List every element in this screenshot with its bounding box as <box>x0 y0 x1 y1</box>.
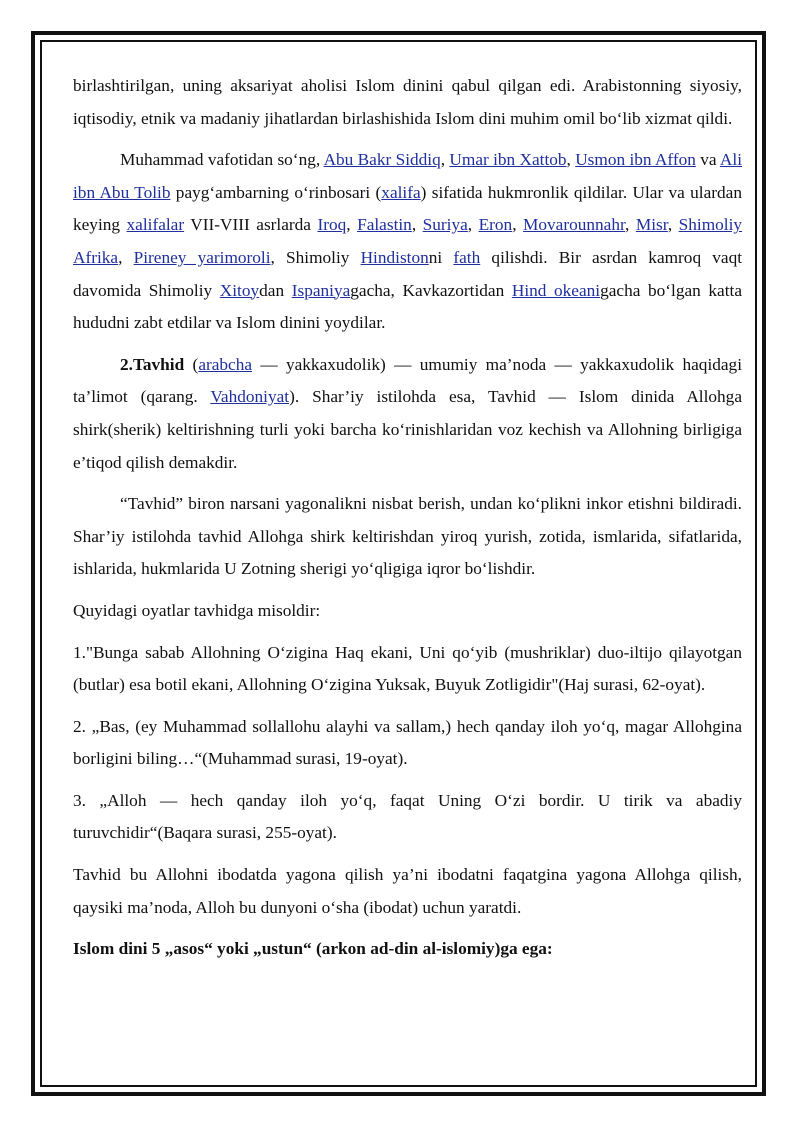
text-run: “Tavhid” biron narsani yagonalikni nisbat berish, undan ko‘plikni inkor etishni bildiradi. Shar’iy istilohda tavhid Allohga shirk keltirishdan yiroq yurish, zotida, ismlarida, sifatlarida, ishlarida, hukmlarida U Zotning sherigi yo‘qligiga iqror bo‘lishdir. <box>73 494 742 579</box>
text-run: ( <box>184 354 199 374</box>
text-run: Quyidagi oyatlar tavhidga misoldir: <box>73 600 321 620</box>
hyperlink[interactable]: Hindiston <box>360 247 429 267</box>
paragraph <box>73 933 742 966</box>
text-run: , <box>118 247 134 267</box>
hyperlink[interactable]: Xitoy <box>219 280 260 300</box>
bold-text: 2.Tavhid <box>120 354 185 374</box>
hyperlink[interactable]: Iroq <box>317 215 347 235</box>
paragraph <box>73 349 742 479</box>
text-run: Muhammad vafotidan so‘ng, <box>120 150 324 170</box>
hyperlink[interactable]: Usmon ibn Affon <box>575 150 696 170</box>
hyperlink[interactable]: Misr <box>635 215 668 235</box>
text-run: , Shimoliy <box>270 247 361 267</box>
text-run: gacha bo‘lgan katta hududni zabt etdilar va Islom dinini yoydilar. <box>73 280 742 333</box>
paragraph <box>73 488 742 586</box>
hyperlink[interactable]: arabcha <box>198 354 253 374</box>
hyperlink[interactable]: Hind okeani <box>511 280 601 300</box>
hyperlink[interactable]: Pireney yarimoroli <box>133 247 271 267</box>
text-run: , <box>512 215 524 235</box>
text-run: , <box>440 150 450 170</box>
paragraph <box>73 70 742 135</box>
text-run: , <box>667 215 679 235</box>
text-run: VII-VIII asrlarda <box>184 215 318 235</box>
hyperlink[interactable]: fath <box>453 247 481 267</box>
paragraph <box>73 144 742 340</box>
text-run: birlashtirilgan, uning aksariyat aholisi Islom dinini qabul qilgan edi. Arabistonning siyosiy, iqtisodiy, etnik va madaniy jihatlardan birlashishida Islom dini muhim omil bo‘lib xizmat qildi. <box>73 76 742 128</box>
paragraph <box>73 785 742 850</box>
paragraph <box>73 637 742 702</box>
paragraph <box>73 711 742 776</box>
text-run: , <box>625 215 636 235</box>
text-run: — yakkaxudolik) — umumiy ma’noda — yakkaxudolik haqidagi ta’limot (qarang. <box>73 354 742 407</box>
hyperlink[interactable]: Ispaniya <box>291 280 351 300</box>
text-run: , <box>467 215 479 235</box>
hyperlink[interactable]: Abu Bakr Siddiq <box>323 150 441 170</box>
text-run: dan <box>259 280 292 300</box>
hyperlink[interactable]: Suriya <box>422 215 468 235</box>
hyperlink[interactable]: Eron <box>478 215 513 235</box>
text-run: 3. „Alloh — hech qanday iloh yo‘q, faqat Uning O‘zi bordir. U tirik va abadiy turuvchidir“(Baqara surasi, 255-oyat). <box>73 790 742 843</box>
text-run: va <box>695 150 720 170</box>
text-run: ni <box>428 247 454 267</box>
text-run: ) sifatida hukmronlik qildilar. Ular va ulardan keying <box>73 182 742 235</box>
text-run: 2. „Bas, (ey Muhammad sollallohu alayhi va sallam,) hech qanday iloh yo‘q, magar Allohgina borligini biling…“(Muhammad surasi, 19-oyat). <box>73 716 742 769</box>
hyperlink[interactable]: Ali ibn Abu Tolib <box>73 150 742 202</box>
hyperlink[interactable]: Movarounnahr <box>523 215 626 235</box>
hyperlink[interactable]: Shimoliy Afrika <box>73 215 743 267</box>
text-run: ). Shar’iy istilohda esa, Tavhid — Islom dinida Allohga shirk(sherik) keltirishning turli yoki barcha ko‘rinishlaridan voz kechish va Allohning birligiga e’tiqod qilish demakdir. <box>73 387 742 472</box>
paragraph <box>73 595 742 628</box>
document-body <box>73 70 742 975</box>
hyperlink[interactable]: xalifalar <box>126 215 185 235</box>
text-run: qilishdi. Bir asrdan kamroq vaqt davomida Shimoliy <box>73 247 743 300</box>
hyperlink[interactable]: Umar ibn Xattob <box>449 150 567 170</box>
bold-text: Islom dini 5 „asos“ yoki „ustun“ (arkon ad-din al-islomiy)ga ega: <box>73 939 553 959</box>
text-run: gacha, Kavkazortidan <box>350 280 512 300</box>
hyperlink[interactable]: Vahdoniyat <box>210 387 290 407</box>
hyperlink[interactable]: xalifa <box>381 182 421 202</box>
text-run: , <box>346 215 358 235</box>
text-run: payg‘ambarning o‘rinbosari ( <box>170 182 382 202</box>
text-run: Tavhid bu Allohni ibodatda yagona qilish ya’ni ibodatni faqatgina yagona Allohga qilish, qaysiki ma’noda, Alloh bu dunyoni o‘sha (ibodat) uchun yaratdi. <box>73 865 742 917</box>
text-run: , <box>566 150 576 170</box>
hyperlink[interactable]: Falastin <box>357 215 412 235</box>
text-run: , <box>411 215 423 235</box>
paragraph <box>73 859 742 924</box>
text-run: 1."Bunga sabab Allohning O‘zigina Haq ekani, Uni qo‘yib (mushriklar) duo-iltijo qilayotgan (butlar) esa botil ekani, Allohning O‘zigina Yuksak, Buyuk Zotligidir"(Haj surasi, 62-oyat). <box>73 642 742 695</box>
